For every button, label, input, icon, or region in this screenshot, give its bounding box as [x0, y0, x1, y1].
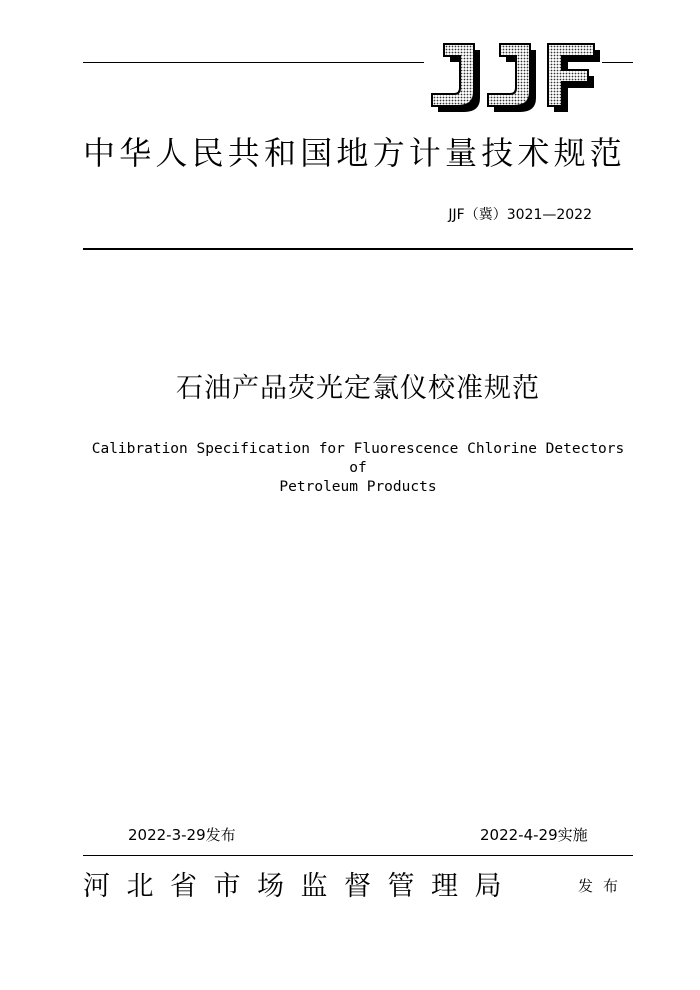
standard-code: JJF（冀）3021—2022 — [448, 207, 592, 223]
issuer-name: 河北省市场监督管理局 — [83, 871, 518, 902]
document-title-en-line1: Calibration Specification for Fluorescence Chlorine Detectors of — [91, 441, 625, 476]
issuer-suffix: 发布 — [578, 877, 629, 895]
document-title-zh: 石油产品荧光定氯仪校准规范 — [176, 373, 540, 404]
footer-rule — [83, 855, 633, 856]
document-title-en-line2: Petroleum Products — [279, 479, 437, 495]
header-rule — [83, 248, 633, 250]
issue-date: 2022-3-29发布 — [128, 826, 236, 844]
series-title: 中华人民共和国地方计量技术规范 — [83, 134, 627, 172]
implementation-date: 2022-4-29实施 — [480, 826, 588, 844]
document-title-en — [83, 440, 633, 497]
jjf-logo-icon — [424, 42, 602, 114]
